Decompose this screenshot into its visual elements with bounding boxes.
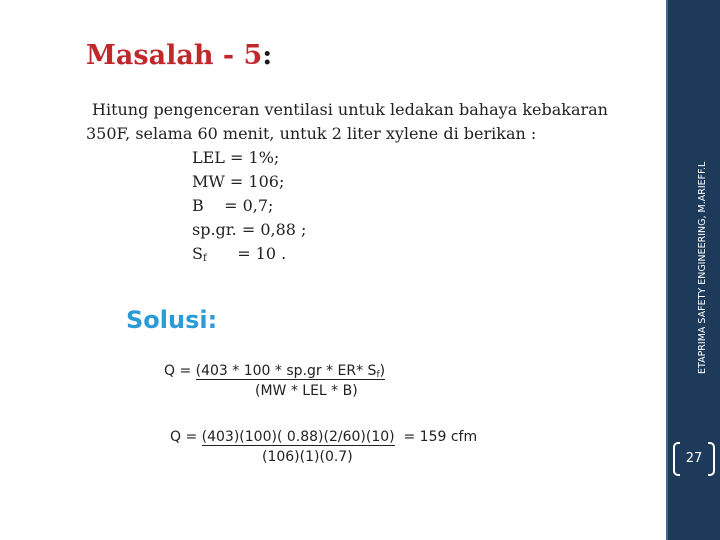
given-sf (192, 242, 646, 271)
given-value: = 10 . (206, 244, 287, 263)
title-colon: : (262, 40, 273, 71)
given-b (192, 194, 646, 218)
formula-1-denominator: (MW * LEL * B) (255, 383, 358, 399)
page-number: 27 (685, 451, 703, 466)
given-lel (192, 146, 646, 170)
solution-heading: Solusi: (126, 306, 218, 334)
given-label: LEL (192, 148, 225, 167)
given-spgr (192, 218, 646, 242)
given-value: = 106; (224, 172, 285, 191)
formula-2-denominator: (106)(1)(0.7) (262, 449, 353, 465)
sidebar-vertical-text: ETAPRIMA SAFETY ENGINEERING, M.ARIEFF.L (697, 161, 708, 374)
formula-2-result: = 159 cfm (394, 429, 478, 445)
formula-1-numerator-main: (403 * 100 * sp.gr * ER* S (195, 363, 377, 379)
given-value: = 0,7; (203, 196, 274, 215)
given-label: S (192, 244, 203, 263)
formula-2-numerator: (403)(100)( 0.88)(2/60)(10) (201, 429, 395, 445)
title-text: Masalah - 5 (86, 40, 263, 71)
given-value: = 0,88 ; (236, 220, 307, 239)
given-value: = 1%; (224, 148, 280, 167)
page-number-box (673, 442, 715, 476)
formula-1-numerator-end: ) (379, 363, 386, 379)
problem-statement (86, 98, 646, 271)
formula-1-numerator-line (164, 363, 385, 380)
formula-1-numerator (196, 363, 385, 380)
formula-1-numerator-subscript: f (376, 370, 380, 380)
given-label: sp.gr. (192, 220, 237, 239)
problem-line-1: Hitung pengenceran ventilasi untuk ledakan bahaya kebakaran (92, 100, 608, 119)
sidebar-divider (666, 0, 668, 540)
problem-line-2: 350F, selama 60 menit, untuk 2 liter xylene di berikan : (86, 124, 537, 143)
formula-2-numerator-line (170, 429, 477, 445)
given-label-subscript: f (202, 253, 207, 264)
given-values (192, 146, 646, 271)
given-label: MW (192, 172, 225, 191)
formula-1-prefix: Q = (164, 363, 196, 379)
given-label: B (192, 196, 204, 215)
slide-title (86, 40, 272, 71)
given-mw (192, 170, 646, 194)
formula-2-prefix: Q = (170, 429, 202, 445)
